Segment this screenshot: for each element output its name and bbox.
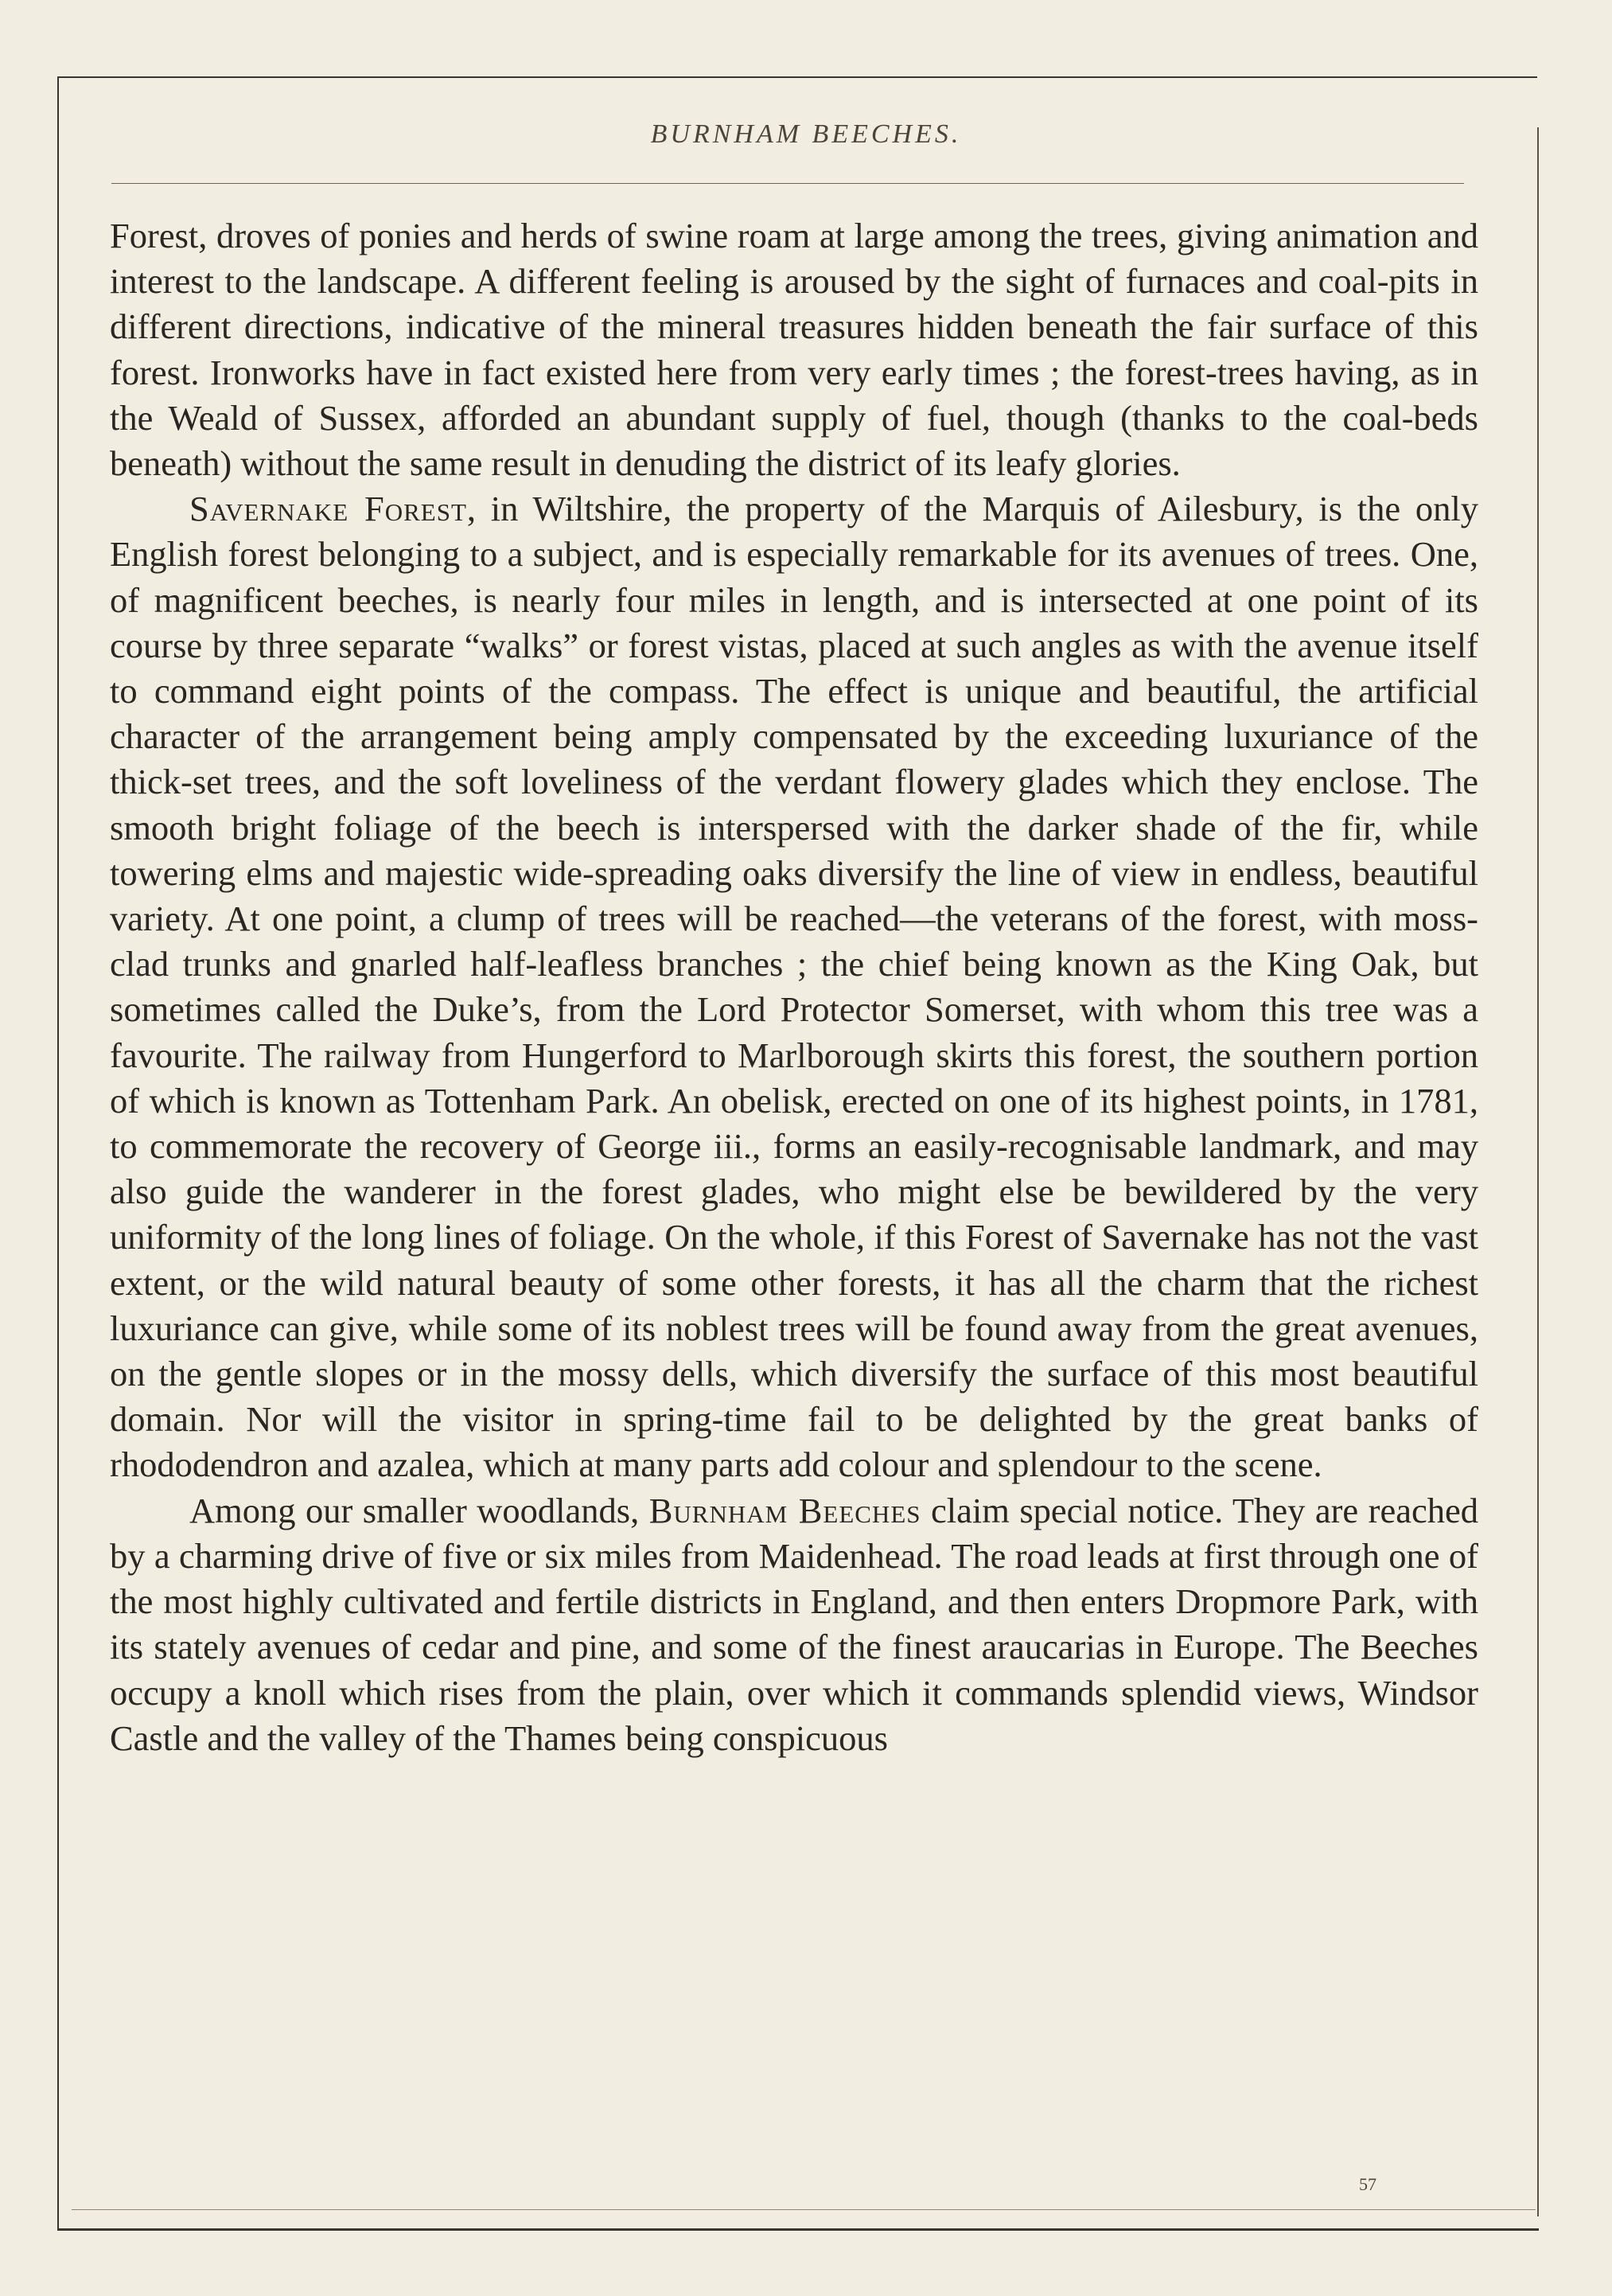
running-title: BURNHAM BEECHES. [650,119,962,149]
page-frame-top-rule [57,76,1537,78]
page-number: 57 [1359,2174,1376,2194]
place-name-savernake: Savernake Forest [189,489,467,529]
body-text [110,213,1478,1761]
paragraph-1: Forest, droves of ponies and herds of swine roam at large among the trees, giving animation and interest to the landscape. A different feeling is aroused by the sight of furnaces and coal-pits in different directions, indicative of the mineral treasures hidden beneath the fair surface of this forest. Ironworks have in fact existed here from very early times ; the forest-trees having, as in the Weald of Sussex, afforded an abundant supply of fuel, though (thanks to the coal-beds beneath) without the same result in denuding the district of its leafy glories. [110,216,1478,484]
place-name-burnham: Burnham Beeches [648,1490,921,1530]
page-frame-bottom-inner-rule [72,2209,1536,2210]
paragraph-3-lead: Among our smaller woodlands, [189,1490,649,1530]
paragraph-3-text: claim special notice. They are reached by a charming drive of five or six miles from Maidenhead. The road leads at first through one of the most highly cultivated and fertile districts in England, and then enters Dropmore Park, with its stately avenues of cedar and pine, and some of the finest araucarias in Europe. The Beeches occupy a knoll which rises from the plain, over which it commands splendid views, Windsor Castle and the valley of the Thames being conspicuous [110,1490,1478,1758]
paragraph-2 [110,486,1478,1487]
page-frame-right-rule [1537,127,1539,2216]
page-frame-left-rule [57,76,59,2229]
paragraph-3 [110,1488,1478,1761]
paragraph-2-text: , in Wiltshire, the property of the Marquis of Ailesbury, is the only English forest belonging to a subject, and is especially remarkable for its avenues of trees. One, of magnificent beeches, is nearly four miles in length, and is intersected at one point of its course by three separate “walks” or forest vistas, placed at such angles as with the avenue itself to command eight points of the compass. The effect is unique and beautiful, the artificial character of the arrangement being amply compensated by the exceeding luxuriance of the thick-set trees, and the soft loveliness of the verdant flowery glades which they enclose. The smooth bright foliage of the beech is interspersed with the darker shade of the fir, while towering elms and majestic wide-spreading oaks diversify the line of view in endless, beautiful variety. At one point, a clump of trees will be reached—the veterans of the forest, with moss-clad trunks and gnarled half-leafless branches ; the chief being known as the King Oak, but sometimes called the Duke’s, from the Lord Protector Somerset, with whom this tree was a favourite. The railway from Hungerford to Marlborough skirts this forest, the southern portion of which is known as Tottenham Park. An obelisk, erected on one of its highest points, in 1781, to commemorate the recovery of George iii., forms an easily-recognisable landmark, and may also guide the wanderer in the forest glades, who might else be bewildered by the very uniformity of the long lines of foliage. On the whole, if this Forest of Savernake has not the vast extent, or the wild natural beauty of some other forests, it has all the charm that the richest luxuriance can give, while some of its noblest trees will be found away from the great avenues, on the gentle slopes or in the mossy dells, which diversify the surface of this most beautiful domain. Nor will the visitor in spring-time fail to be delighted by the great banks of rhododendron and azalea, which at many parts add colour and splendour to the scene. [110,489,1478,1485]
header-rule [111,183,1464,184]
page-frame-bottom-rule [57,2228,1539,2231]
